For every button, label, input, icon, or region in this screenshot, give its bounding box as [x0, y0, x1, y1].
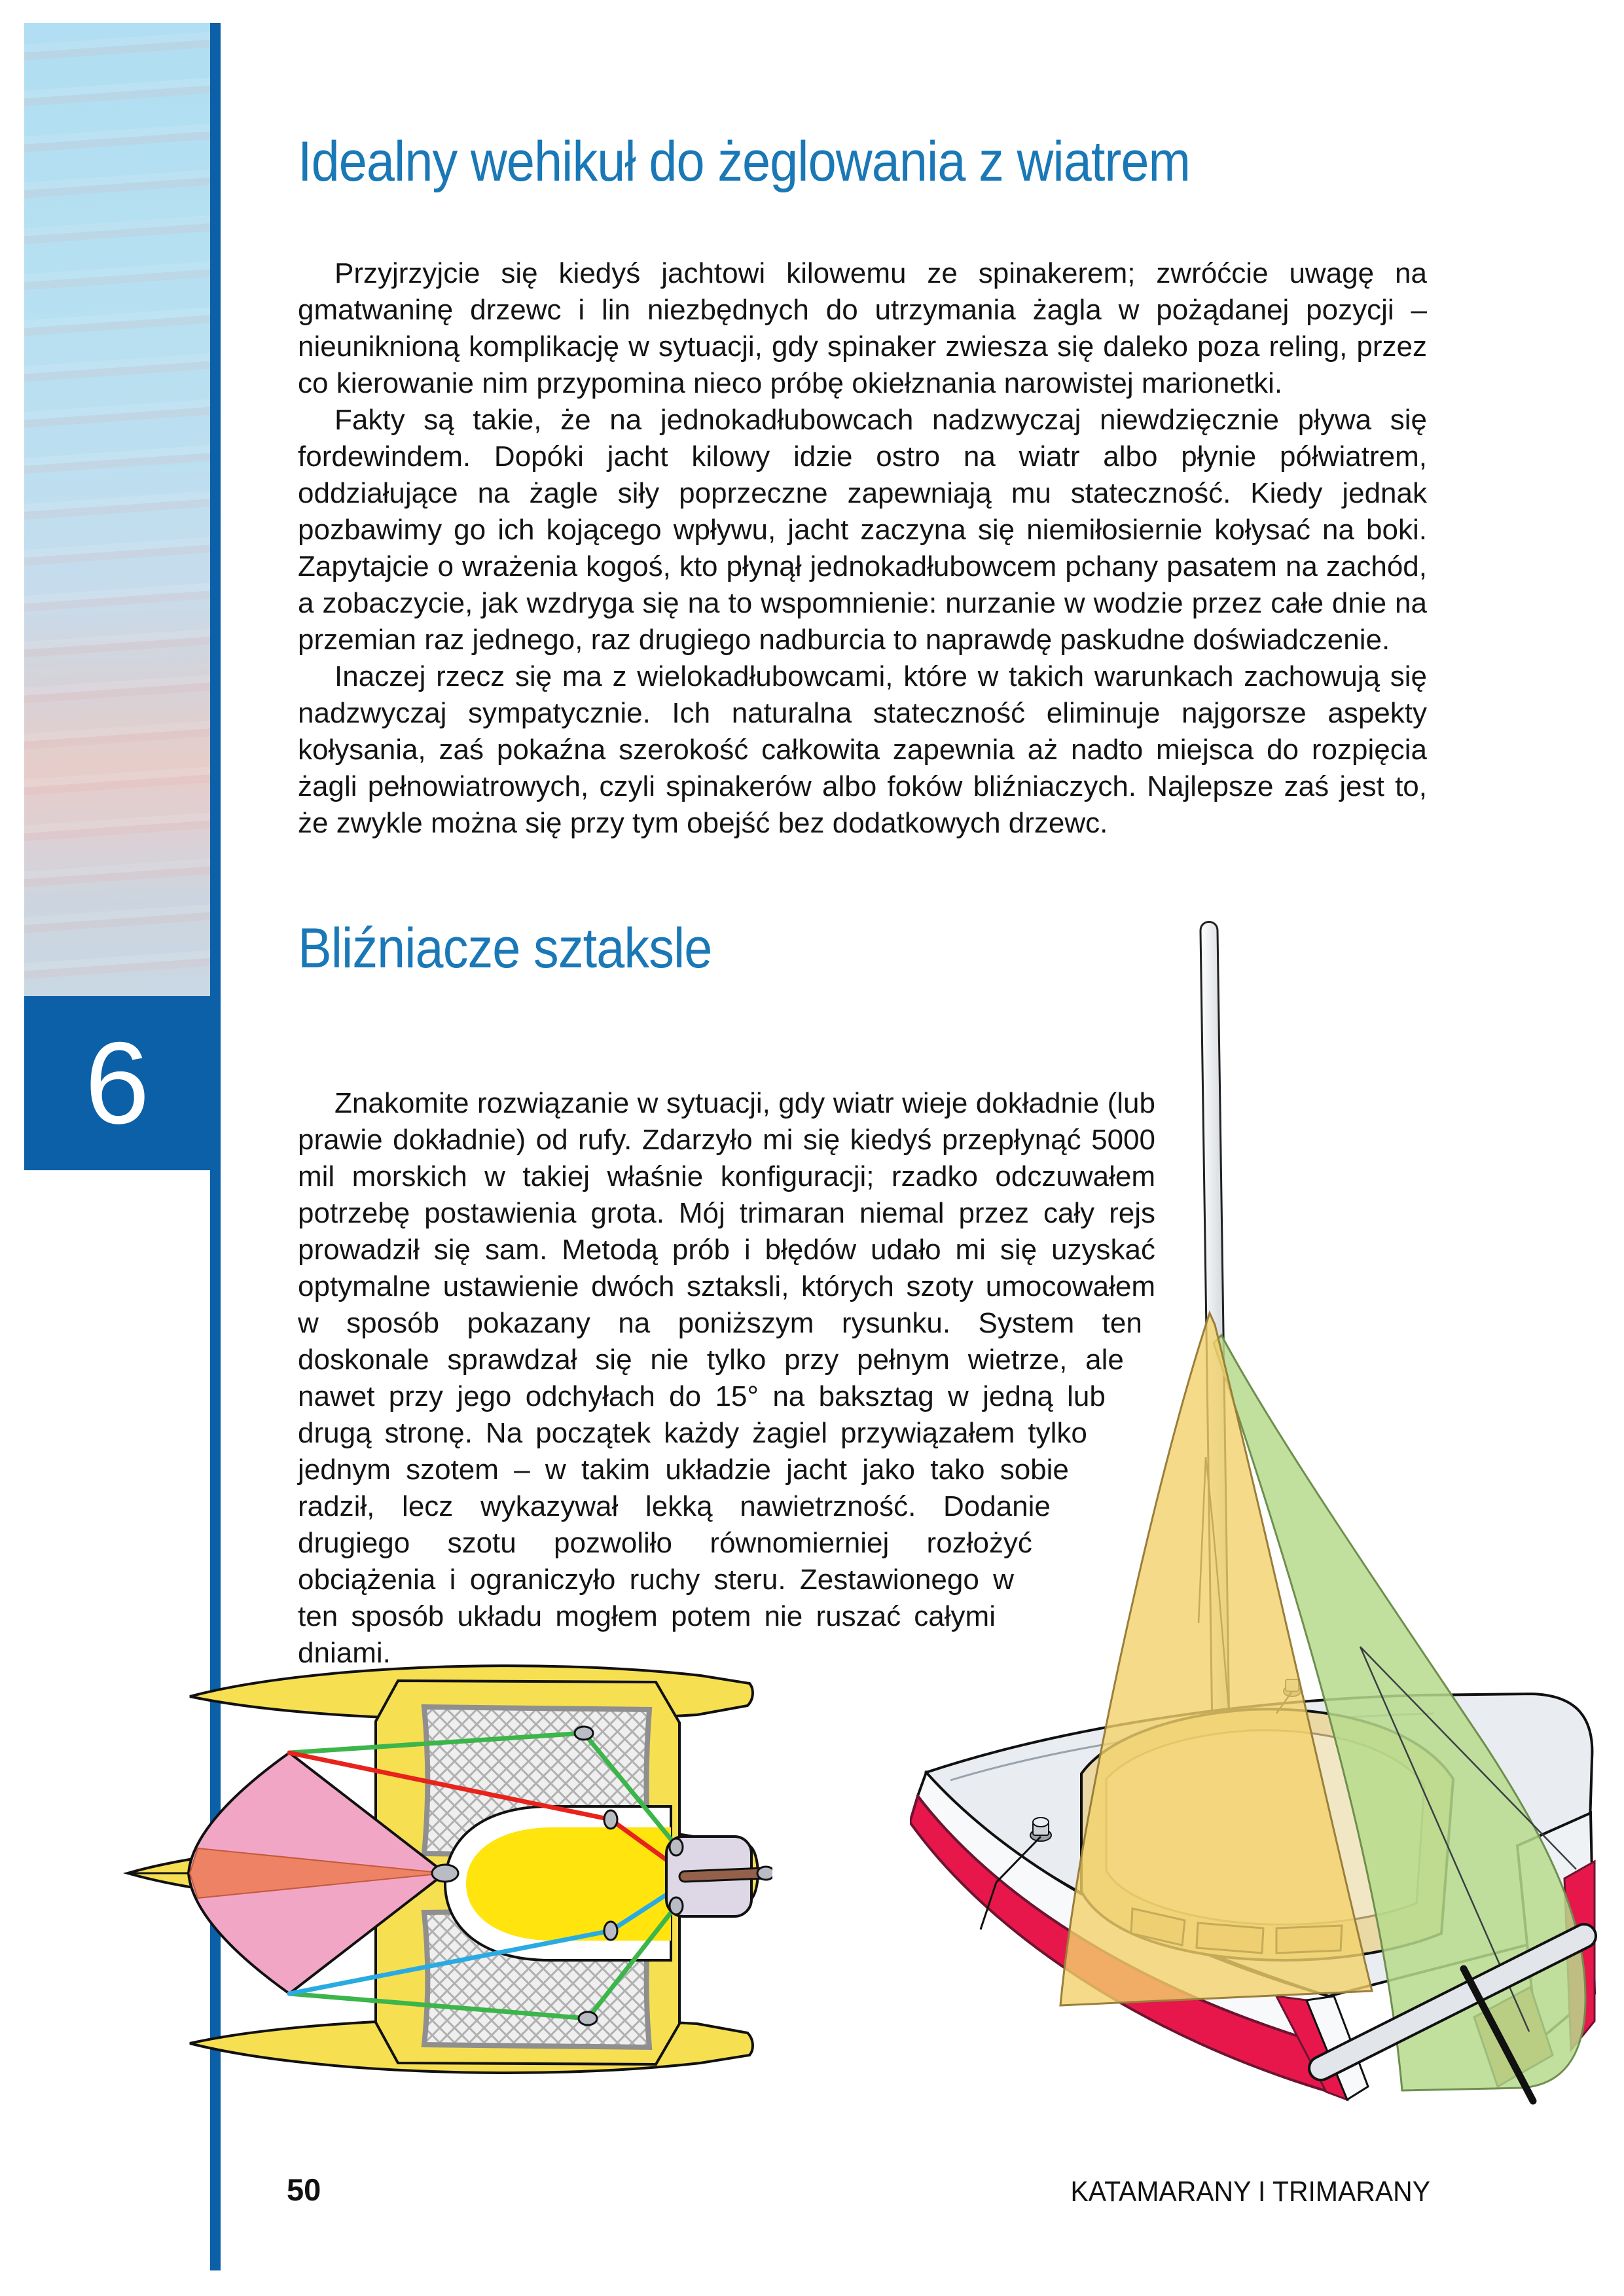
main-text-column — [298, 255, 1427, 842]
trimaran-side-view-illustration — [910, 908, 1600, 2106]
paragraph: Inaczej rzecz się ma z wielokadłubowcami, które w takich warunkach zachowują się nadzwyczaj sympatycznie. Ich naturalna stateczność eliminuje najgorsze aspekty kołysania, zaś pokaźna szerokość całkowita zapewnia aż nadto miejsca do rozpięcia żagli pełnowiatrowych, czyli spinakerów albo foków bliźniaczych. Najlepsze zaś jest to, że zwykle można się przy tym obejść bez dodatkowych drzewc. — [298, 660, 1427, 839]
left-photo-strip — [24, 23, 210, 996]
paragraph: Fakty są takie, że na jednokadłubowcach nadzwyczaj niewdzięcznie pływa się fordewindem. Dopóki jacht kilowy idzie ostro na wiatr albo płynie półwiatrem, oddziałujące na żagle siły poprzeczne zapewniają mu stateczność. Kiedy jednak pozbawimy go ich kojącego wpływu, jacht zaczyna się niemiłosiernie kołysać na boki. Zapytajcie o wrażenia kogoś, kto płynął jednokadłubowcem pchany pasatem na zachód, a zobaczycie, jak wzdryga się na to wspomnienie: nurzanie w wodzie przez całe dnie na przemian raz jednego, raz drugiego nadburcia to naprawdę paskudne doświadczenie. — [298, 404, 1427, 656]
chapter-number-box — [24, 996, 210, 1170]
footer-page-number: 50 — [287, 2172, 321, 2207]
footer-running-title: KATAMARANY I TRIMARANY — [1070, 2176, 1430, 2208]
section-heading-2: Bliźniacze sztaksle — [298, 917, 712, 980]
trimaran-top-view-illustration — [92, 1643, 772, 2101]
chapter-number: 6 — [84, 1018, 150, 1148]
paragraph-text: Znakomite rozwiązanie w sytuacji, gdy wiatr wieje dokładnie (lub prawie dokładnie) od rufy. Zdarzyło mi się kiedyś przepłynąć 5000 mil morskich w takiej właśnie konfiguracji; rzadko odczuwałem potrzebę postawienia grota. Mój trimaran niemal przez cały rejs prowadził się sam. Metodą prób i błędów udało mi się uzyskać optymalne ustawienie dwóch sztaksli, których szoty umocowałem w sposób pokazany na poniższym rysunku. System ten doskonale sprawdzał się nie tylko przy pełnym wietrze, ale nawet przy jego odchyłach do 15° na baksztag w jedną lub drugą stronę. Na początek każdy żagiel przywiązałem tylko jednym szotem – w takim układzie jacht jako tako sobie radził, lecz wykazywał lekką nawietrzność. Dodanie drugiego szotu pozwoliło równomierniej rozłożyć obciążenia i ograniczyło ruchy steru. Zestawionego w ten sposób układu mogłem potem nie ruszać całymi dniami. — [298, 1087, 1155, 1669]
section-heading-1: Idealny wehikuł do żeglowania z wiatrem — [298, 130, 1191, 193]
cockpit — [445, 1806, 671, 1960]
paragraph: Przyjrzyjcie się kiedyś jachtowi kilowemu ze spinakerem; zwróćcie uwagę na gmatwaninę drzewc i lin niezbędnych do utrzymania żagla w pożądanej pozycji – nieuniknioną komplikację w sytuacji, gdy spinaker zwiesza się daleko poza reling, przez co kierowanie nim przypomina nieco próbę okiełznania narowistej marionetki. — [298, 257, 1427, 399]
